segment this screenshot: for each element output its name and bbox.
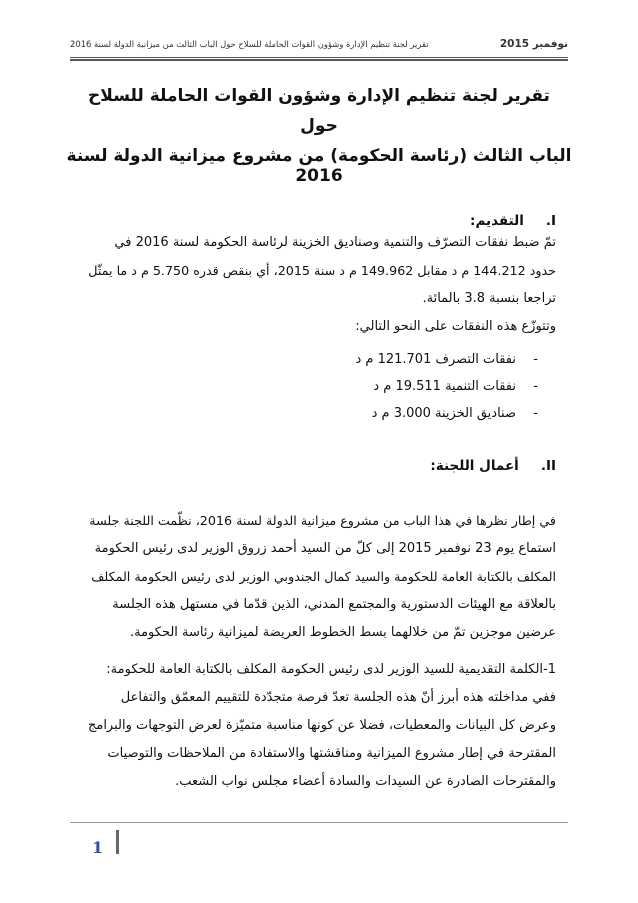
paragraph-line: تراجعا بنسبة 3.8 بالمائة. xyxy=(422,291,556,306)
paragraph-line: تمّ ضبط نفقات التصرّف والتنمية وصناديق الخزينة لرئاسة الحكومة لسنة 2016 في xyxy=(114,235,556,250)
paragraph-line: استماع يوم 23 نوفمبر 2015 إلى كلّ من السيد أحمد زروق الوزير لدى رئيس الحكومة xyxy=(94,541,556,556)
header-divider-thick xyxy=(70,59,568,61)
footer-divider xyxy=(70,822,568,823)
section-2-paragraph xyxy=(82,507,556,647)
header-running-title: تقرير لجنة تنظيم الإدارة وشؤون القوات الحاملة للسلاح حول الباب الثالث من ميزانية الدولة لسنة 2016 xyxy=(70,39,429,49)
page-number: 1 xyxy=(92,838,104,857)
paragraph-line: ففي مداخلته هذه أبرز أنّ هذه الجلسة تعدّ فرصة متجدّدة للتقييم المعمّق والتفاعل xyxy=(120,690,556,705)
section-2-subsection xyxy=(82,656,556,796)
paragraph-line: وتتوزّع هذه النفقات على النحو التالي: xyxy=(355,319,556,334)
expense-list xyxy=(82,346,538,427)
section-1-heading xyxy=(82,213,556,229)
paragraph-line: بالعلاقة مع الهيئات الدستورية والمجتمع المدني، الذين قدّما في مستهل هذه الجلسة xyxy=(112,597,556,612)
section-2-heading xyxy=(82,458,556,474)
section-1-title: التقديم: xyxy=(470,213,524,229)
doc-title-line2: حول xyxy=(300,116,338,136)
doc-title-line3: الباب الثالث (رئاسة الحكومة) من مشروع ميزانية الدولة لسنة 2016 xyxy=(66,146,572,186)
list-item: -نفقات التصرف 121.701 م د xyxy=(355,352,538,367)
footer-accent-bar xyxy=(116,830,119,854)
page-header xyxy=(70,38,568,56)
paragraph-line: المقترحة في إطار مشروع الميزانية ومناقشتها والاستفادة من الملاحظات والتوصيات xyxy=(107,746,556,761)
paragraph-line: عرضين موجزين تمّ من خلالهما بسط الخطوط العريضة لميزانية رئاسة الحكومة. xyxy=(129,625,556,640)
paragraph-line: والمقترحات الصادرة عن السيدات والسادة أعضاء مجلس نواب الشعب. xyxy=(175,774,556,789)
section-1-paragraph xyxy=(82,229,556,341)
section-2-number: II. xyxy=(540,458,556,474)
section-1-number: I. xyxy=(545,213,556,229)
list-item: -صناديق الخزينة 3.000 م د xyxy=(371,406,538,421)
paragraph-line: في إطار نظرها في هذا الباب من مشروع ميزانية الدولة لسنة 2016، نظّمت اللجنة جلسة xyxy=(89,513,556,528)
header-divider xyxy=(70,57,568,58)
doc-title-line1: تقرير لجنة تنظيم الإدارة وشؤون القوات الحاملة للسلاح xyxy=(88,86,550,106)
section-2-title: أعمال اللجنة: xyxy=(430,458,519,474)
paragraph-line: حدود 144.212 م د مقابل 149.962 م د سنة 2015، أي بنقص قدره 5.750 م د ما يمثّل xyxy=(88,263,556,278)
paragraph-line: المكلف بالكتابة العامة للحكومة والسيد كمال الجندوبي الوزير لدى رئيس الحكومة المكلف xyxy=(91,569,556,584)
paragraph-line: وعرض كل البيانات والمعطيات، فضلا عن كونها مناسبة متميّزة لعرض التوجهات والبرامج xyxy=(87,718,556,733)
header-date: نوفمبر 2015 xyxy=(499,38,568,50)
paragraph-line: 1-الكلمة التقديمية للسيد الوزير لدى رئيس الحكومة المكلف بالكتابة العامة للحكومة: xyxy=(106,662,556,677)
list-item: -نفقات التنمية 19.511 م د xyxy=(373,379,538,394)
